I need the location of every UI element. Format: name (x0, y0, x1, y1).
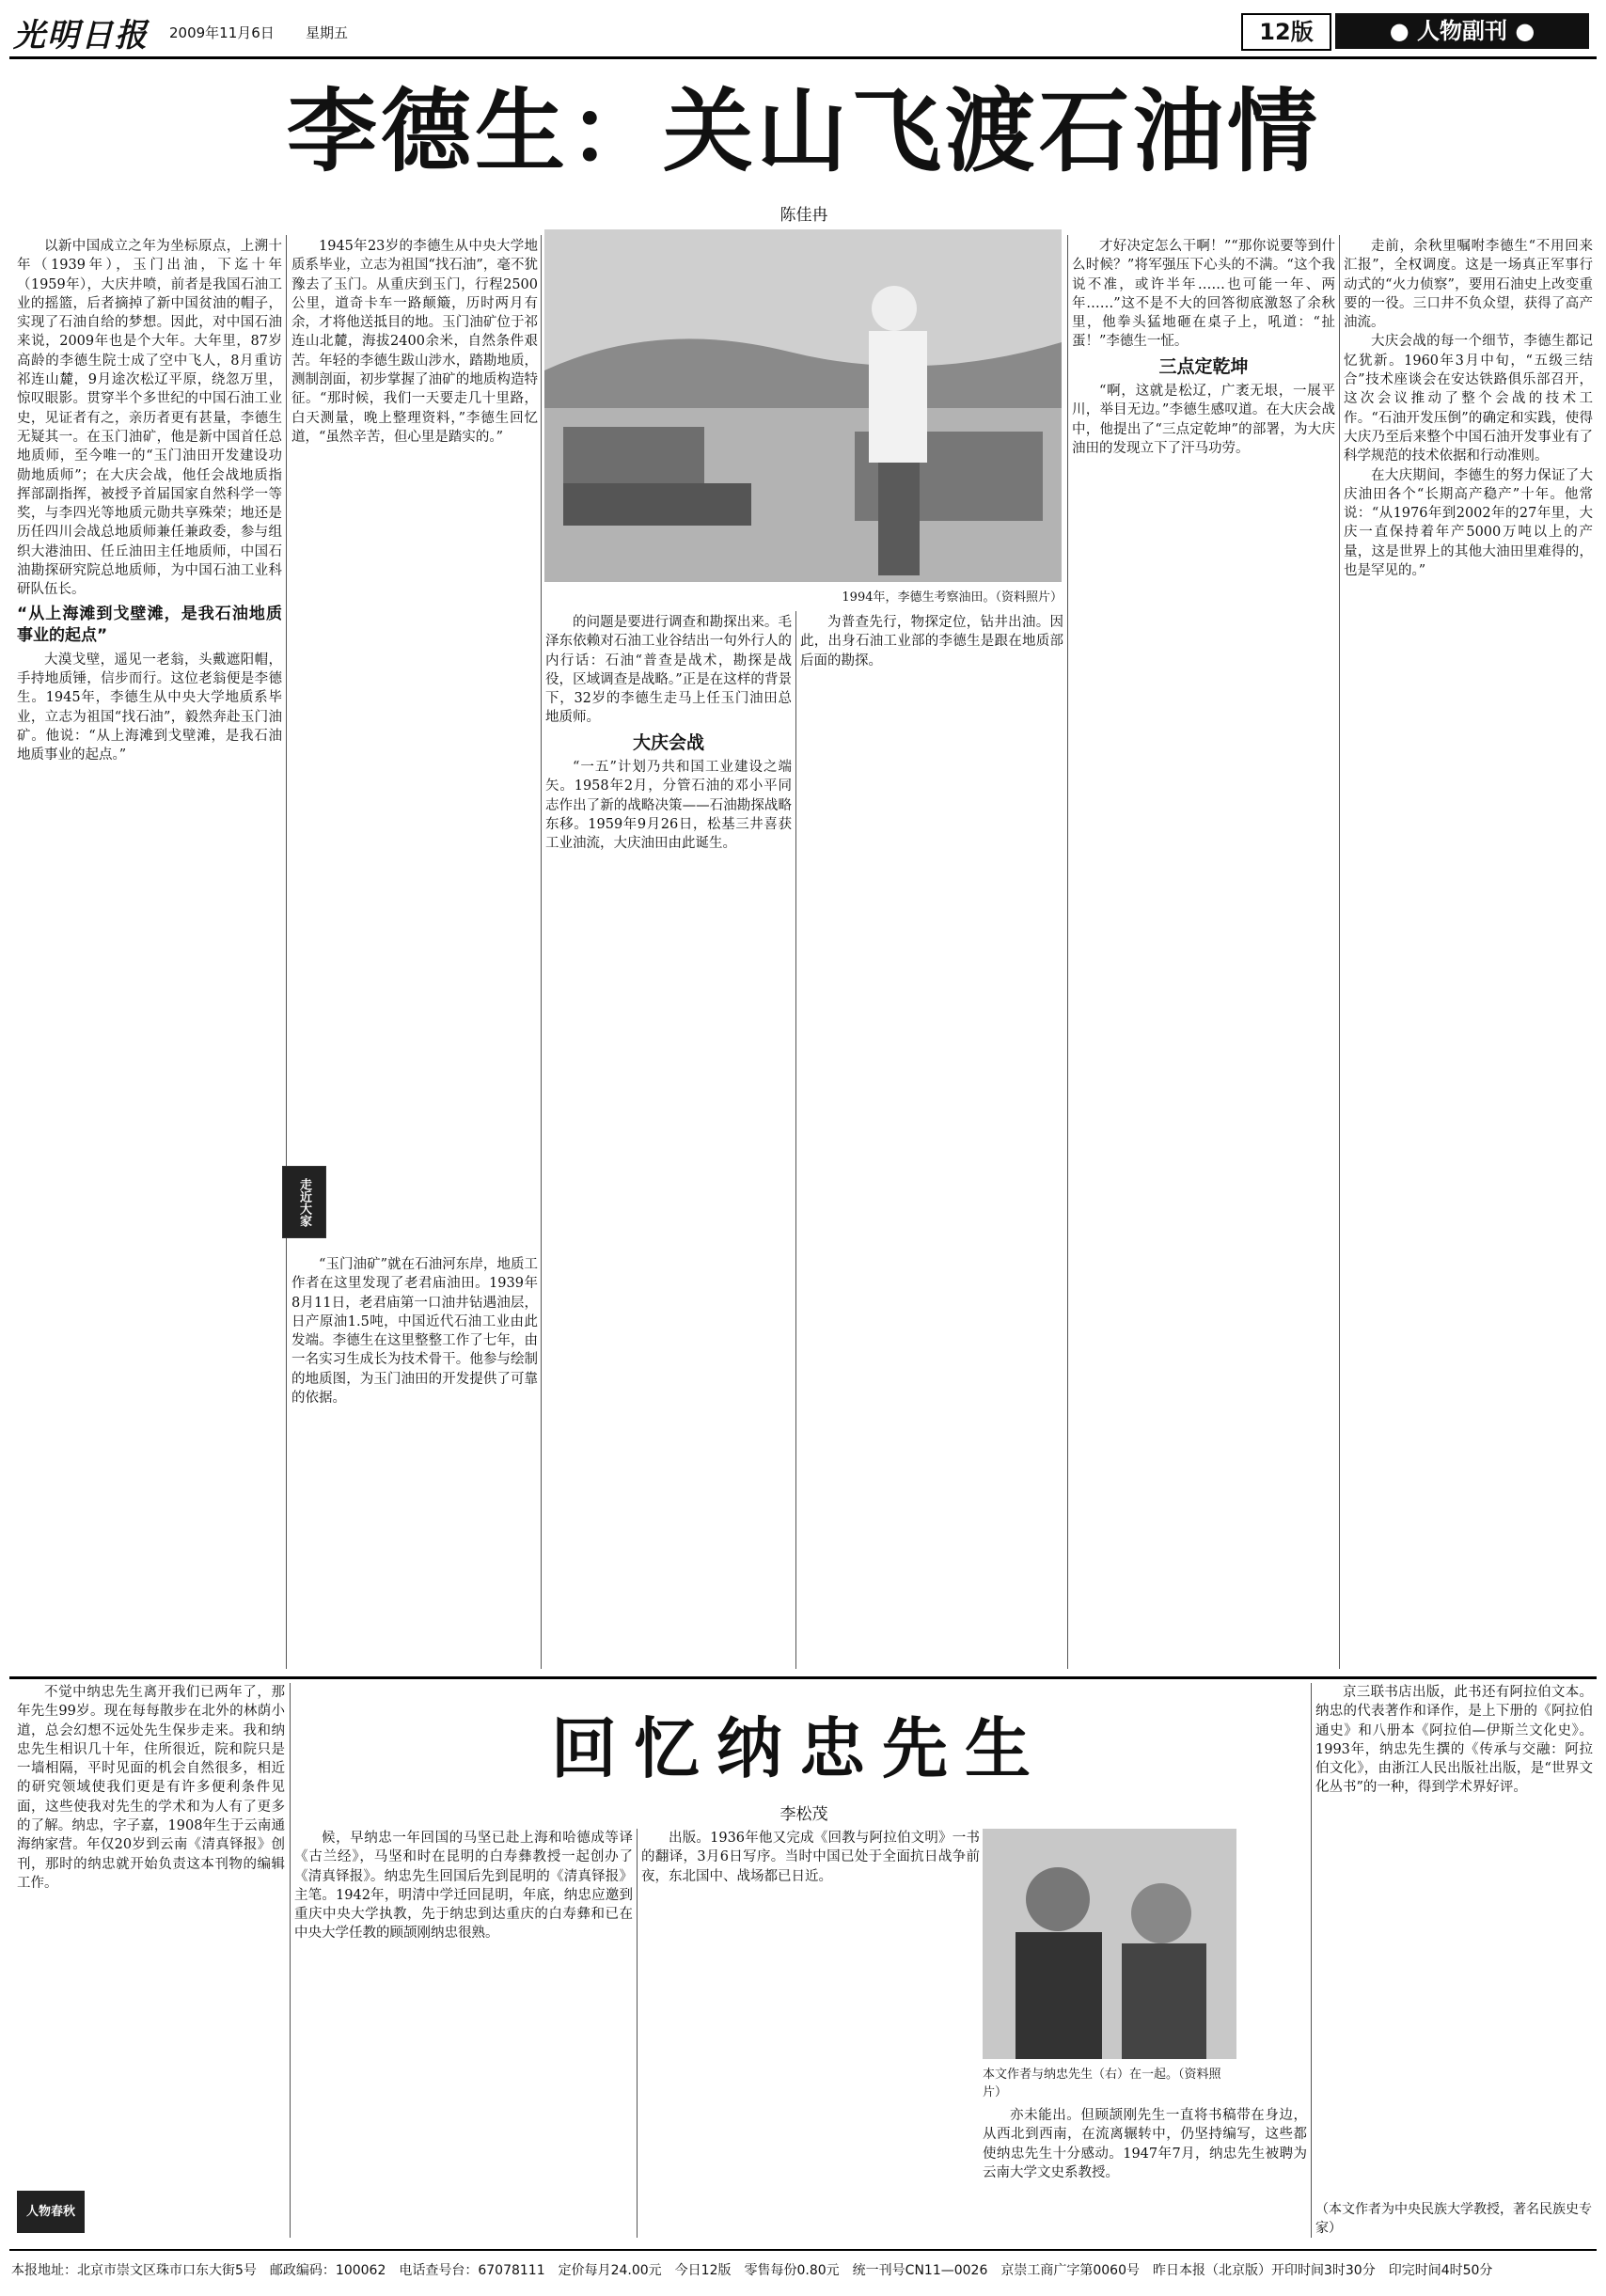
article2-col3-text: 出版。1936年他又完成《回教与阿拉伯文明》一书的翻译，3月6日写序。当时中国已处于全面抗日战争前夜，东北国中、战场都已日近。 (641, 1831, 980, 1884)
article1-column-3 (291, 1255, 538, 1669)
article2-author: 李松茂 (779, 1805, 828, 1824)
article1-col7-text: 走前，余秋里嘱咐李德生“不用回来汇报”，全权调度。这是一场真正军事行动式的“火力侦察”，要用石油史上改变重要的一役。三口井不负众望，获得了高产油流。 (1344, 239, 1593, 331)
article-divider (9, 1676, 1597, 1679)
article1-column-5 (800, 613, 1063, 1669)
article2-photo-caption: 本文作者与纳忠先生（右）在一起。（资料照片） (983, 2068, 1221, 2099)
article1-col4-subheading: 大庆会战 (632, 731, 704, 753)
column-rule (1339, 235, 1340, 1669)
column-rule (1311, 1683, 1312, 2238)
article2-col4-text: 亦未能出。但顾颉刚先生一直将书稿带在身边，从西北到西南，在流离辗转中，仍坚持编写，这些都使纳忠先生十分感动。1947年7月，纳忠先生被聘为云南大学文史系教授。 (983, 2108, 1307, 2180)
zoujin-dajia-label: 走近大家 (297, 1177, 311, 1227)
issue-weekday: 星期五 (306, 24, 349, 41)
article2-column-1 (17, 1683, 285, 2238)
article1-col1b-text: 大漠戈壁，遥见一老翁，头戴遮阳帽，手持地质锤，信步而行。这位老翁便是李德生。1945年，李德生从中央大学地质系毕业，立志为祖国“找石油”，毅然奔赴玉门油矿。他说：“从上海滩到戈壁滩，是我石油地质事业的起点。” (17, 652, 282, 763)
article1-photo (544, 229, 1062, 582)
article1-column-6 (1072, 237, 1335, 1669)
oilfield-photo-illustration (544, 229, 1062, 582)
article1-col7c-text: 在大庆期间，李德生的努力保证了大庆油田各个“长期高产稳产”十年。他常说：“从1976年到2002年的27年里，大庆一直保持着年产5000万吨以上的产量，这是世界上的其他大油田里难得的，也是罕见的。” (1344, 467, 1593, 579)
page-number: 12版 (1241, 13, 1331, 51)
column-rule (795, 611, 796, 1669)
column-rule (290, 1683, 291, 2238)
article2-col5-text: 京三联书店出版，此书还有阿拉伯文本。纳忠的代表著作和译作，是上下册的《阿拉伯通史》和八册本《阿拉伯—伊斯兰文化史》。1993年，纳忠先生撰的《传承与交融：阿拉伯文化》，由浙江人民出版社出版，是“世界文化丛书”的一种，得到学术界好评。 (1315, 1685, 1593, 1796)
article2-title: 回忆纳忠先生 (551, 1709, 1047, 1787)
article1-column-1 (17, 237, 282, 1671)
article1-col3-text: “玉门油矿”就在石油河东岸，地质工作者在这里发现了老君庙油田。1939年8月11日，老君庙第一口油井钻遇油层，日产原油1.5吨，中国近代石油工业由此发端。李德生在这里整整工作了七年，由一名实习生成长为技术骨干。他参与绘制的地质图，为玉门油田的开发提供了可靠的依据。 (291, 1257, 538, 1407)
article1-col6-text: 才好决定怎么干啊！”“那你说要等到什么时候？”将军强压下心头的不满。“这个我说不准，或许半年……也可能一年、两年……”这不是不大的回答彻底激怒了余秋里，他拳头猛地砸在桌子上，吼道：“扯蛋！”李德生一怔。 (1072, 239, 1335, 350)
article1-col1-text: 以新中国成立之年为坐标原点，上溯十年（1939年），玉门出油，下迄十年（1959年），大庆井喷，前者是我国石油工业的摇篮，后者摘掉了新中国贫油的帽子，实现了石油自给的梦想。因此，对中国石油来说，2009年也是个大年。大年里，87岁高龄的李德生院士成了空中飞人，8月重访祁连山麓，9月途次松辽平原，绕忽万里，惊叹眼影。贯穿半个多世纪的中国石油工业史，见证者有之，亲历者更有甚量，李德生无疑其一。在玉门油矿，他是新中国首任总地质师，至今唯一的“玉门油田开发建设功勋地质师”；在大庆会战，他任会战地质指挥部副指挥，被授予首届国家自然科学一等奖，与李四光等地质元勋共享殊荣；地还是历任四川会战总地质师兼任兼政委，参与组织大港油田、任丘油田主任地质师，中国石油勘探研究院总地质师，为中国石油工业科研队伍长。 (17, 239, 282, 598)
article1-col2-text: 1945年23岁的李德生从中央大学地质系毕业，立志为祖国“找石油”，毫不犹豫去了玉门。从重庆到玉门，行程2500公里，道奇卡车一路颠簸，历时两月有余，才将他送抵目的地。玉门油矿位于祁连山北麓，海拔2400余米，自然条件艰苦。年轻的李德生跋山涉水，踏勘地质，测制剖面，初步掌握了油矿的地质构造特征。“那时候，我们一天要走几十里路，白天测量，晚上整理资料，”李德生回忆道，“虽然辛苦，但心里是踏实的。” (291, 239, 538, 445)
article1-col4b-text: “一五”计划乃共和国工业建设之端矢。1958年2月，分管石油的邓小平同志作出了新的战略决策——石油勘探战略东移。1959年9月26日，松基三井喜获工业油流，大庆油田由此诞生。 (545, 760, 792, 852)
column-rule (1067, 235, 1068, 1669)
article2-column-5 (1315, 1683, 1593, 2191)
masthead-rule (9, 56, 1597, 59)
article1-column-7 (1344, 237, 1593, 1669)
footer-info: 本报地址：北京市崇文区珠市口东大街5号 邮政编码：100062 电话查号台：67078111 定价每月24.00元 今日12版 零售每份0.80元 统一刊号CN11—0026 京崇工商广字第0060号 昨日本报（北京版）开印时间3时30分 印完时间4时50分 (11, 2263, 1493, 2278)
zoujin-dajia-box (282, 1166, 326, 1238)
article1-column-2 (291, 237, 538, 1140)
article2-col1-text: 不觉中纳忠先生离开我们已两年了，那年先生99岁。现在每每散步在北外的林荫小道，总会幻想不远处先生保步走来。我和纳忠先生相识几十年，住所很近，院和院只是一墙相隔，平时见面的机会自然很多，相近的研究领域使我们更是有许多便利条件见面，这些使我对先生的学术和为人有了更多的了解。纳忠，字子嘉，1908年生于云南通海纳家营。年仅20岁到云南《清真铎报》创刊，那时的纳忠就开始负责这本刊物的编辑工作。 (17, 1685, 285, 1891)
article2-column-2 (294, 1829, 633, 2238)
article2-column-4 (983, 2106, 1307, 2238)
portrait-photo-illustration (983, 1829, 1236, 2059)
masthead (0, 0, 1606, 58)
article1-column-4 (545, 613, 792, 1669)
footer-rule (9, 2249, 1597, 2251)
section-name: ● 人物副刊 ● (1335, 13, 1589, 49)
article1-col7b-text: 大庆会战的每一个细节，李德生都记忆犹新。1960年3月中旬，“五级三结合”技术座谈会在安达铁路俱乐部召开，这次会议推动了整个会战的技术工作。“石油开发压倒”的确定和实践，使得大庆乃至后来整个中国石油开发事业有了科学规范的技术依据和行动准则。 (1344, 334, 1593, 464)
renwu-chunqiu-box (17, 2191, 85, 2233)
article1-col1-subheading: “从上海滩到戈壁滩，是我石油地质事业的起点” (17, 604, 282, 645)
article1-col4-text: 的问题是要进行调查和勘探出来。毛泽东依赖对石油工业谷结出一句外行人的内行话：石油“普查是战术，勘探是战役，区域调查是战略。”正是在这样的背景下，32岁的李德生走马上任玉门油田总地质师。 (545, 615, 792, 726)
article2-column-3 (641, 1829, 980, 1923)
column-rule (541, 235, 542, 1669)
newspaper-logo: 光明日报 (13, 17, 149, 55)
article1-col6-subheading: 三点定乾坤 (1158, 355, 1249, 377)
article2-col2-text: 候，早纳忠一年回国的马坚已赴上海和哈德成等译《古兰经》，马坚和时在昆明的白寿彝教授一起创办了《清真铎报》。纳忠先生回国后先到昆明的《清真铎报》主笔。1942年，明清中学迁回昆明，年底，纳忠应邀到重庆中央大学执教，先于纳忠到达重庆的白寿彝和已在中央大学任教的顾颉刚纳忠很熟。 (294, 1831, 633, 1942)
renwu-chunqiu-label: 人物春秋 (25, 2205, 75, 2219)
article1-author: 陈佳冉 (779, 206, 828, 225)
column-rule (286, 235, 287, 1669)
article2-author-note: （本文作者为中央民族大学教授，著名民族史专家） (1315, 2202, 1592, 2236)
column-rule (637, 1829, 638, 2238)
article1-photo-caption: 1994年，李德生考察油田。（资料照片） (842, 590, 1063, 605)
article1-col5-text: 为普查先行，物探定位，钻井出油。因此，出身石油工业部的李德生是跟在地质部后面的勘探。 (800, 615, 1063, 668)
article1-col6b-text: “啊，这就是松辽，广袤无垠，一展平川，举目无边。”李德生感叹道。在大庆会战中，他提出了“三点定乾坤”的部署，为大庆油田的发现立下了汗马功劳。 (1072, 384, 1335, 456)
issue-date: 2009年11月6日 (169, 24, 275, 41)
article2-photo (983, 1829, 1236, 2059)
article1-title: 李德生：关山飞渡石油情 (287, 79, 1321, 184)
